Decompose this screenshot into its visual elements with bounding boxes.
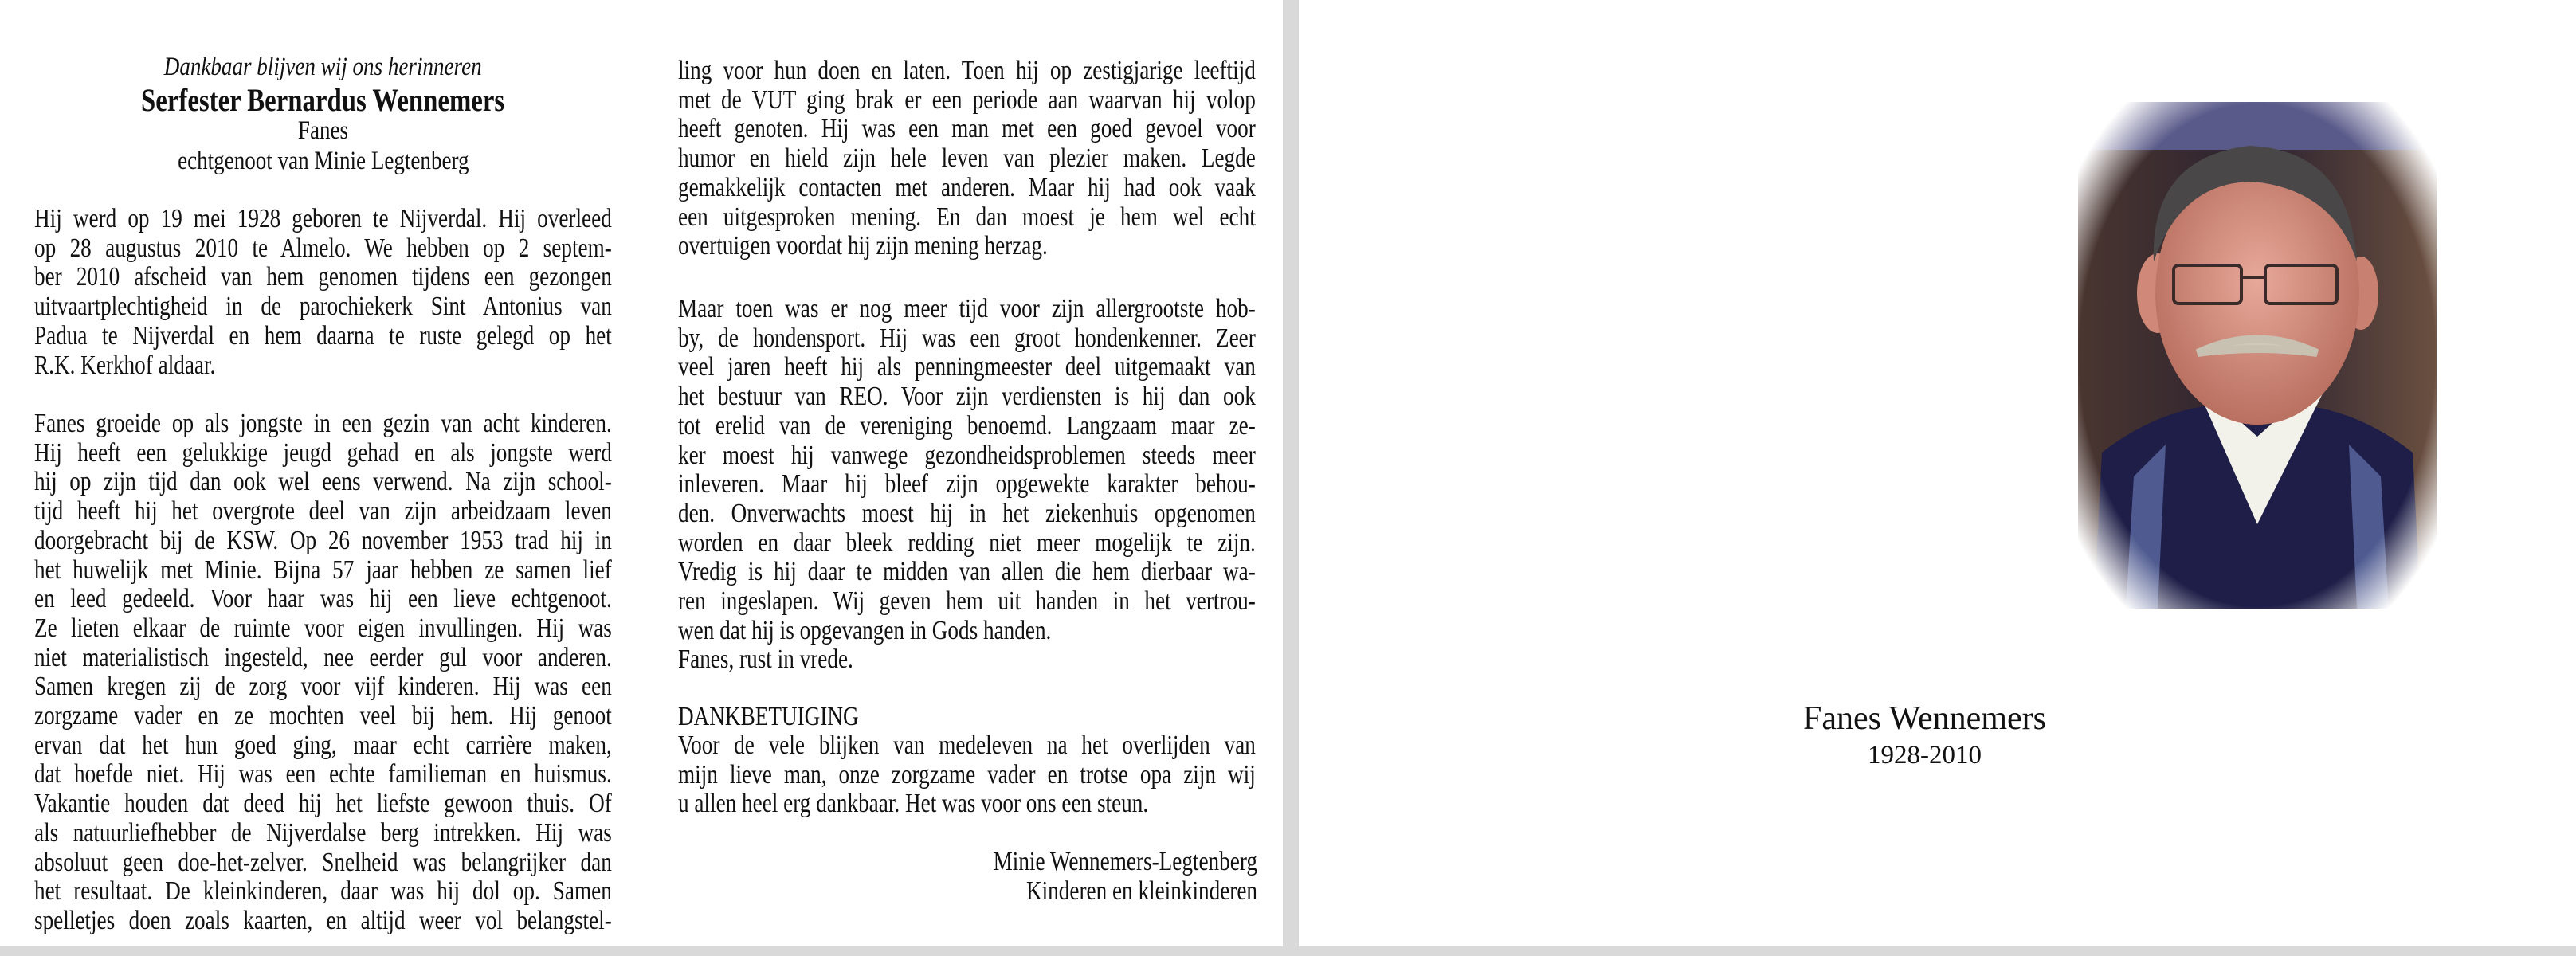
text-line: Fanes, rust in vrede. <box>678 645 853 675</box>
memorial-years: 1928-2010 <box>1868 741 1982 770</box>
text-line: ber 2010 afscheid van hem genomen tijdens een gezongen <box>34 262 612 292</box>
text-line: Ze lieten elkaar de ruimte voor eigen invullingen. Hij was <box>34 613 612 643</box>
text-line: worden en daar bleek redding niet meer mogelijk te zijn. <box>678 527 1256 558</box>
text-line: het resultaat. De kleinkinderen, daar was hij dol op. Samen <box>34 876 612 907</box>
text-line: den. Onverwachts moest hij in het ziekenhuis opgenomen <box>678 498 1256 528</box>
portrait-photo <box>2078 102 2437 609</box>
text-line: doorgebracht bij de KSW. Op 26 november 1953 trad hij in <box>34 525 612 555</box>
text-line: het huwelijk met Minie. Bijna 57 jaar hebben ze samen lief <box>34 554 612 585</box>
text-line: Hij werd op 19 mei 1928 geboren te Nijverdal. Hij overleed <box>34 204 612 233</box>
text-line: Fanes groeide op als jongste in een gezin van acht kinderen. <box>34 409 612 438</box>
text-line: een uitgesproken mening. En dan moest je hem wel echt <box>678 202 1256 232</box>
text-line: tot erelid van de vereniging benoemd. Langzaam maar ze- <box>678 410 1256 441</box>
text-line: Hij heeft een gelukkige jeugd gehad en als jongste werd <box>34 437 612 468</box>
text-line: humor en hield zijn hele leven van plezier maken. Legde <box>678 143 1256 174</box>
signature-line: Kinderen en kleinkinderen <box>1025 876 1257 906</box>
text-line: zorgzame vader en ze mochten veel bij hem. Hij genoot <box>34 701 612 731</box>
text-line: ren ingeslapen. Wij geven hem uit handen in het vertrou- <box>678 586 1256 616</box>
text-line: en leed gedeeld. Voor haar was hij een lieve echtgenoot. <box>34 584 612 614</box>
text-line: niet materialistisch ingesteld, nee eerder gul voor anderen. <box>34 642 612 672</box>
text-line: als natuurliefhebber de Nijverdalse berg intrekken. Hij was <box>34 817 612 848</box>
spouse-text: echtgenoot van Minie Legtenberg <box>177 147 469 175</box>
text-line: ker moest hij vanwege gezondheidsproblemen steeds meer <box>678 440 1256 470</box>
card-inner-page <box>0 0 1283 946</box>
text-line: overtuigen voordat hij zijn mening herzag. <box>678 231 1048 261</box>
text-line: tijd heeft hij het overgrote deel van zijn arbeidzaam leven <box>34 496 612 527</box>
text-line: gemakkelijk contacten met anderen. Maar hij had ook vaak <box>678 172 1256 202</box>
text-line: veel jaren heeft hij als penningmeester deel uitgemaakt van <box>678 352 1256 382</box>
nickname-text: Fanes <box>297 116 349 145</box>
text-line: mijn lieve man, onze zorgzame vader en trotse opa zijn wij <box>678 759 1256 789</box>
text-line: op 28 augustus 2010 te Almelo. We hebben op 2 septem- <box>34 233 612 263</box>
text-line: absoluut geen doe-het-zelver. Snelheid was belangrijker dan <box>34 847 612 877</box>
text-line: spelletjes doen zoals kaarten, en altijd weer vol belangstel- <box>34 905 612 935</box>
text-line: Vredig is hij daar te midden van allen die hem dierbaar wa- <box>678 557 1256 587</box>
text-line: ervan dat het hun goed ging, maar echt carrière maken, <box>34 730 612 760</box>
text-line: Maar toen was er nog meer tijd voor zijn allergrootste hob- <box>678 294 1256 323</box>
text-line: hij op zijn tijd dan ook wel eens verwend. Na zijn school- <box>34 467 612 497</box>
memorial-name: Fanes Wennemers <box>1803 700 2046 737</box>
text-line: Samen kregen zij de zorg voor vijf kinderen. Hij was een <box>34 672 612 702</box>
text-line: DANKBETUIGING <box>678 702 859 731</box>
text-line: Padua te Nijverdal en hem daarna te ruste gelegd op het <box>34 320 612 351</box>
card-front-page <box>1299 0 2576 946</box>
intro-line <box>34 53 612 82</box>
intro-text: Dankbaar blijven wij ons herinneren <box>164 53 482 81</box>
text-line: heeft genoten. Hij was een man met een goed gevoel voor <box>678 114 1256 144</box>
full-name-text: Serfester Bernardus Wennemers <box>141 82 505 118</box>
text-line: R.K. Kerkhof aldaar. <box>34 350 216 380</box>
text-line: by, de hondensport. Hij was een groot hondenkenner. Zeer <box>678 323 1256 353</box>
text-line: inleveren. Maar hij bleef zijn opgewekte karakter behou- <box>678 469 1256 500</box>
signature-line: Minie Wennemers-Legtenberg <box>993 847 1257 876</box>
text-line: u allen heel erg dankbaar. Het was voor ons een steun. <box>678 789 1149 819</box>
nickname <box>34 116 612 146</box>
text-line: ling voor hun doen en laten. Toen hij op zestigjarige leeftijd <box>678 56 1256 85</box>
text-line: wen dat hij is opgevangen in Gods handen. <box>678 615 1052 645</box>
spouse-line <box>34 147 612 176</box>
full-name <box>34 81 612 119</box>
text-line: het bestuur van REO. Voor zijn verdiensten is hij dan ook <box>678 382 1256 412</box>
text-line: Voor de vele blijken van medeleven na het overlijden van <box>678 731 1256 760</box>
text-line: Vakantie houden dat deed hij het liefste gewoon thuis. Of <box>34 789 612 819</box>
text-line: dat hoefde niet. Hij was een echte familieman en huismus. <box>34 759 612 789</box>
text-line: uitvaartplechtigheid in de parochiekerk Sint Antonius van <box>34 292 612 322</box>
text-line: met de VUT ging brak er een periode aan waarvan hij volop <box>678 84 1256 115</box>
